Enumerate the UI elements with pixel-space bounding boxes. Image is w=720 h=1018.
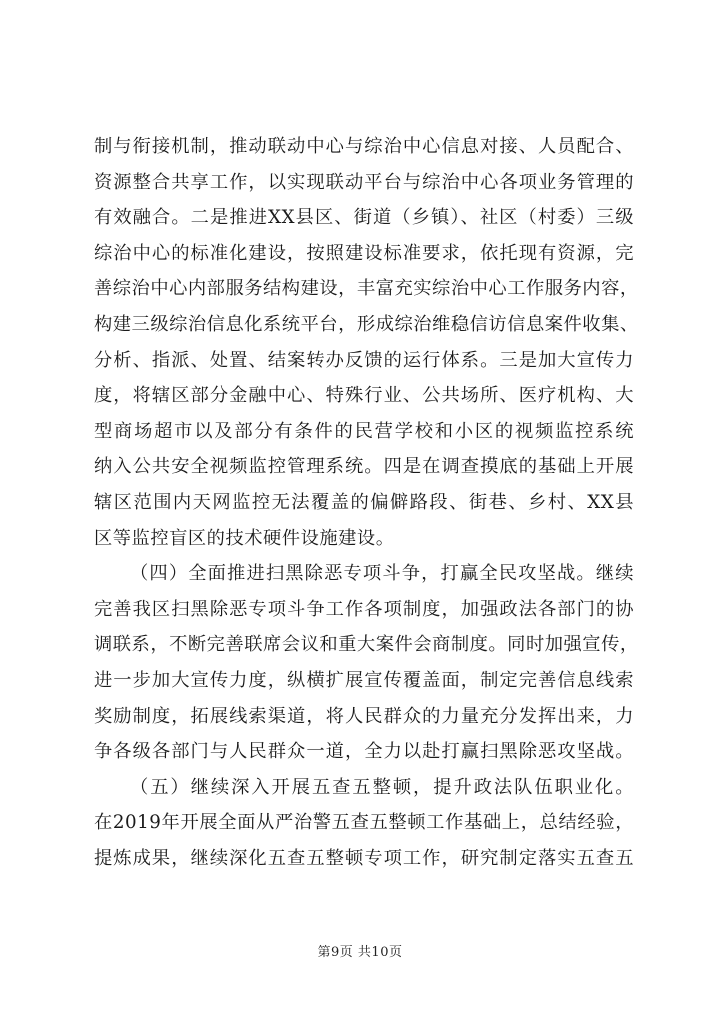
text-line: 分析、指派、处置、结案转办反馈的运行体系。三是加大宣传力 <box>94 349 634 371</box>
body-text <box>94 129 639 876</box>
text-line: 辖区范围内天网监控无法覆盖的偏僻路段、街巷、乡村、XX县 <box>94 491 634 513</box>
text-line: 调联系，不断完善联席会议和重大案件会商制度。同时加强宣传， <box>94 634 639 656</box>
text-line: 在2019年开展全面从严治警五查五整顿工作基础上，总结经验， <box>94 812 634 834</box>
text-line: 争各级各部门与人民群众一道，全力以赴打赢扫黑除恶攻坚战。 <box>94 741 634 763</box>
text-line: 区等监控盲区的技术硬件设施建设。 <box>94 527 395 549</box>
paragraph-heading-5: （五）继续深入开展五查五整顿，提升政法队伍职业化。 <box>130 776 634 798</box>
text-line: 提炼成果，继续深化五查五整顿专项工作，研究制定落实五查五 <box>94 847 634 869</box>
text-line: 度，将辖区部分金融中心、特殊行业、公共场所、医疗机构、大 <box>94 385 634 407</box>
text-line: 制与衔接机制，推动联动中心与综治中心信息对接、人员配合、 <box>94 136 634 157</box>
text-line: 构建三级综治信息化系统平台，形成综治维稳信访信息案件收集、 <box>94 313 639 335</box>
text-line: 型商场超市以及部分有条件的民营学校和小区的视频监控系统 <box>94 420 634 442</box>
page-footer: 第9页 共10页 <box>317 945 403 960</box>
text-line: 善综治中心内部服务结构建设，丰富充实综治中心工作服务内容， <box>94 278 639 300</box>
text-line: 完善我区扫黑除恶专项斗争工作各项制度，加强政法各部门的协 <box>94 598 634 620</box>
paragraph-heading-4: （四）全面推进扫黑除恶专项斗争，打赢全民攻坚战。继续 <box>130 563 634 585</box>
text-line: 综治中心的标准化建设，按照建设标准要求，依托现有资源，完 <box>94 242 634 264</box>
text-line: 有效融合。二是推进XX县区、街道（乡镇）、社区（村委）三级 <box>94 207 634 229</box>
text-line: 纳入公共安全视频监控管理系统。四是在调查摸底的基础上开展 <box>94 456 634 478</box>
text-line: 奖励制度，拓展线索渠道，将人民群众的力量充分发挥出来，力 <box>94 705 634 727</box>
text-line: 资源整合共享工作，以实现联动平台与综治中心各项业务管理的 <box>94 171 634 193</box>
text-line: 进一步加大宣传力度，纵横扩展宣传覆盖面，制定完善信息线索 <box>94 669 634 691</box>
